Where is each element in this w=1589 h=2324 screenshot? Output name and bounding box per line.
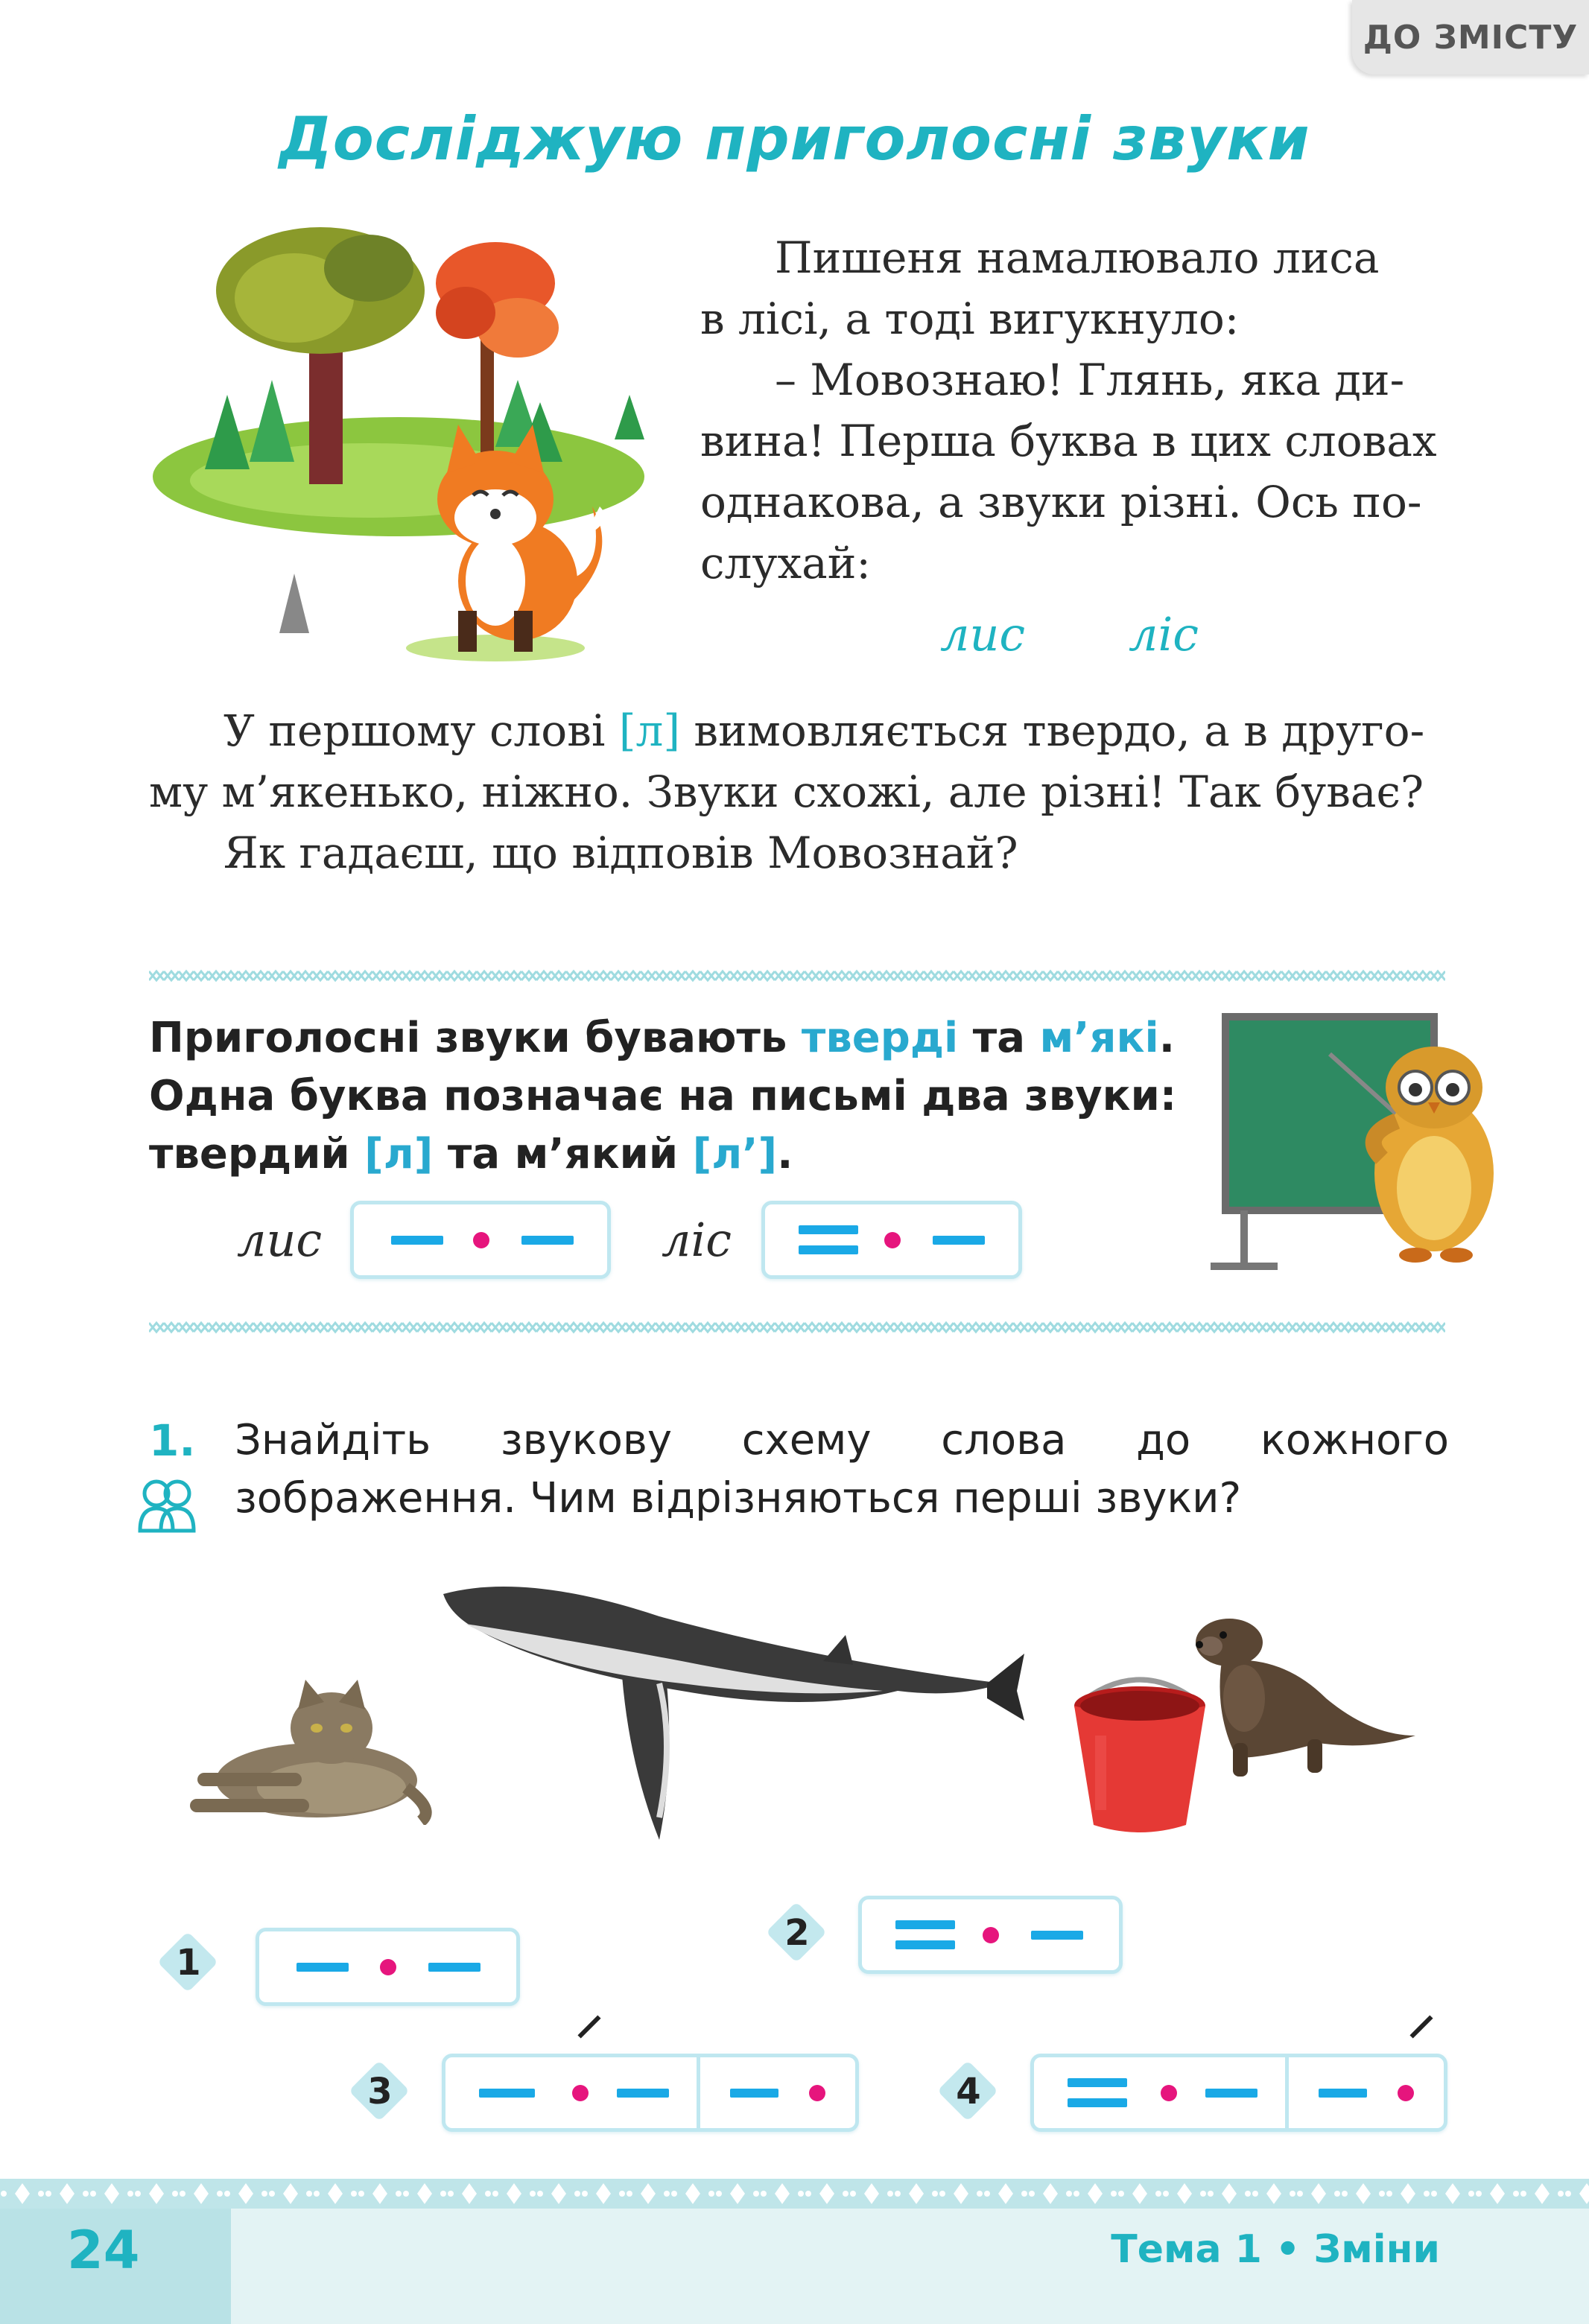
soft-consonant-mark-bottom bbox=[1068, 2098, 1127, 2107]
footer-ornament bbox=[0, 2179, 1589, 2209]
example-word-lys: лис bbox=[237, 1213, 323, 1267]
soft-sound: [л’] bbox=[692, 1130, 778, 1178]
syllable-separator bbox=[1285, 2057, 1289, 2128]
vowel-mark bbox=[1398, 2085, 1414, 2101]
badge-4 bbox=[939, 2062, 998, 2121]
sound-scheme-lis bbox=[761, 1201, 1022, 1279]
page-number: 24 bbox=[67, 2220, 140, 2281]
text-fragment: твердий bbox=[149, 1130, 365, 1178]
text-fragment: та bbox=[958, 1014, 1040, 1062]
badge-number: 1 bbox=[176, 1942, 201, 1984]
hard-consonant-mark bbox=[1031, 1931, 1083, 1940]
sound-scheme-1[interactable] bbox=[256, 1928, 520, 2006]
word-lis: ліс bbox=[1129, 607, 1199, 661]
hard-consonant-mark bbox=[296, 1963, 349, 1972]
text-fragment: . bbox=[1158, 1014, 1175, 1062]
hard-consonant-mark bbox=[521, 1236, 574, 1245]
intro-line: Пишеня намалювало лиса bbox=[775, 232, 1380, 283]
page-title: Досліджую приголосні звуки bbox=[279, 104, 1310, 174]
syllable-separator bbox=[697, 2057, 700, 2128]
zigzag-divider bbox=[149, 1318, 1445, 1336]
explanation-line bbox=[149, 700, 1453, 761]
task-text: Знайдіть звукову схему слова до кожного зображення. Чим відрізняються перші звуки? bbox=[235, 1416, 1449, 1523]
stress-mark bbox=[577, 2015, 600, 2038]
whale-image bbox=[436, 1572, 1024, 1855]
badge-number: 2 bbox=[784, 1912, 810, 1954]
sound-notation: [л] bbox=[618, 705, 680, 756]
contents-button[interactable]: ДО ЗМІСТУ bbox=[1352, 0, 1589, 74]
hard-consonant-mark bbox=[1205, 2089, 1257, 2098]
vowel-mark bbox=[809, 2085, 825, 2101]
hard-consonant-mark bbox=[479, 2089, 535, 2098]
cat-image bbox=[183, 1676, 436, 1825]
text-fragment: вимовляється твердо, а в друго- bbox=[679, 705, 1425, 756]
hard-consonant-mark bbox=[391, 1236, 443, 1245]
vowel-mark bbox=[380, 1959, 396, 1975]
hard-sound: [л] bbox=[364, 1130, 434, 1178]
word-lys: лис bbox=[940, 607, 1026, 661]
intro-line: слухай: bbox=[700, 538, 871, 588]
intro-line: – Мовознаю! Глянь, яка ди- bbox=[775, 355, 1405, 405]
vowel-mark bbox=[473, 1232, 489, 1248]
badge-3 bbox=[350, 2062, 410, 2121]
badge-2 bbox=[767, 1903, 827, 1963]
vowel-mark bbox=[983, 1927, 999, 1943]
soft-consonant-mark-top bbox=[895, 1920, 955, 1929]
text-fragment: та м’який bbox=[433, 1130, 693, 1178]
soft-consonant-mark-bottom bbox=[799, 1245, 858, 1254]
intro-line: в лісі, а тоді вигукнуло: bbox=[700, 293, 1240, 344]
example-word-lis: ліс bbox=[662, 1213, 732, 1267]
soft-consonant-mark-top bbox=[1068, 2078, 1127, 2087]
intro-text bbox=[700, 227, 1453, 594]
zigzag-divider bbox=[149, 967, 1445, 985]
hard-consonant-mark bbox=[617, 2089, 669, 2098]
soft-label: м’які bbox=[1039, 1014, 1159, 1062]
pair-work-icon bbox=[133, 1471, 200, 1538]
rule-line bbox=[149, 1126, 1237, 1184]
vowel-mark bbox=[572, 2085, 589, 2101]
text-fragment: . bbox=[777, 1130, 793, 1178]
sound-scheme-3[interactable] bbox=[442, 2054, 859, 2132]
sound-scheme-lys bbox=[350, 1201, 611, 1279]
badge-number: 4 bbox=[956, 2071, 981, 2112]
intro-line: вина! Перша буква в цих словах bbox=[700, 416, 1437, 466]
hard-consonant-mark bbox=[428, 1963, 480, 1972]
topic-label: Тема 1 • Зміни bbox=[1111, 2227, 1440, 2272]
rule-line: Одна буква позначає на письмі два звуки: bbox=[149, 1072, 1177, 1120]
text-fragment: Приголосні звуки бувають bbox=[149, 1014, 802, 1062]
sound-scheme-2[interactable] bbox=[858, 1896, 1123, 1974]
otter-image bbox=[1177, 1609, 1423, 1788]
sound-scheme-4[interactable] bbox=[1030, 2054, 1447, 2132]
stress-mark bbox=[1409, 2015, 1433, 2038]
soft-consonant-mark-bottom bbox=[895, 1940, 955, 1949]
badge-1 bbox=[159, 1933, 218, 1993]
rule-text bbox=[149, 1009, 1237, 1184]
intro-line: однакова, а звуки різні. Ось по- bbox=[700, 477, 1422, 527]
soft-consonant-mark-top bbox=[799, 1225, 858, 1234]
text-fragment: У першому слові bbox=[223, 705, 619, 756]
hard-consonant-mark bbox=[1319, 2089, 1367, 2098]
explanation-line: му м’якенько, ніжно. Звуки схожі, але різні! Так буває? bbox=[149, 766, 1424, 817]
explanation-line: Як гадаєш, що відповів Мовознай? bbox=[223, 828, 1018, 878]
hard-consonant-mark bbox=[730, 2089, 778, 2098]
vowel-mark bbox=[1161, 2085, 1177, 2101]
fox-forest-illustration bbox=[145, 223, 652, 670]
task-number: 1. bbox=[149, 1415, 196, 1466]
badge-number: 3 bbox=[367, 2071, 393, 2112]
owl-teacher-illustration bbox=[1203, 1009, 1516, 1277]
explanation-text bbox=[149, 700, 1453, 883]
hard-consonant-mark bbox=[933, 1236, 985, 1245]
rule-line bbox=[149, 1009, 1237, 1067]
vowel-mark bbox=[884, 1232, 901, 1248]
hard-label: тверді bbox=[801, 1014, 959, 1062]
